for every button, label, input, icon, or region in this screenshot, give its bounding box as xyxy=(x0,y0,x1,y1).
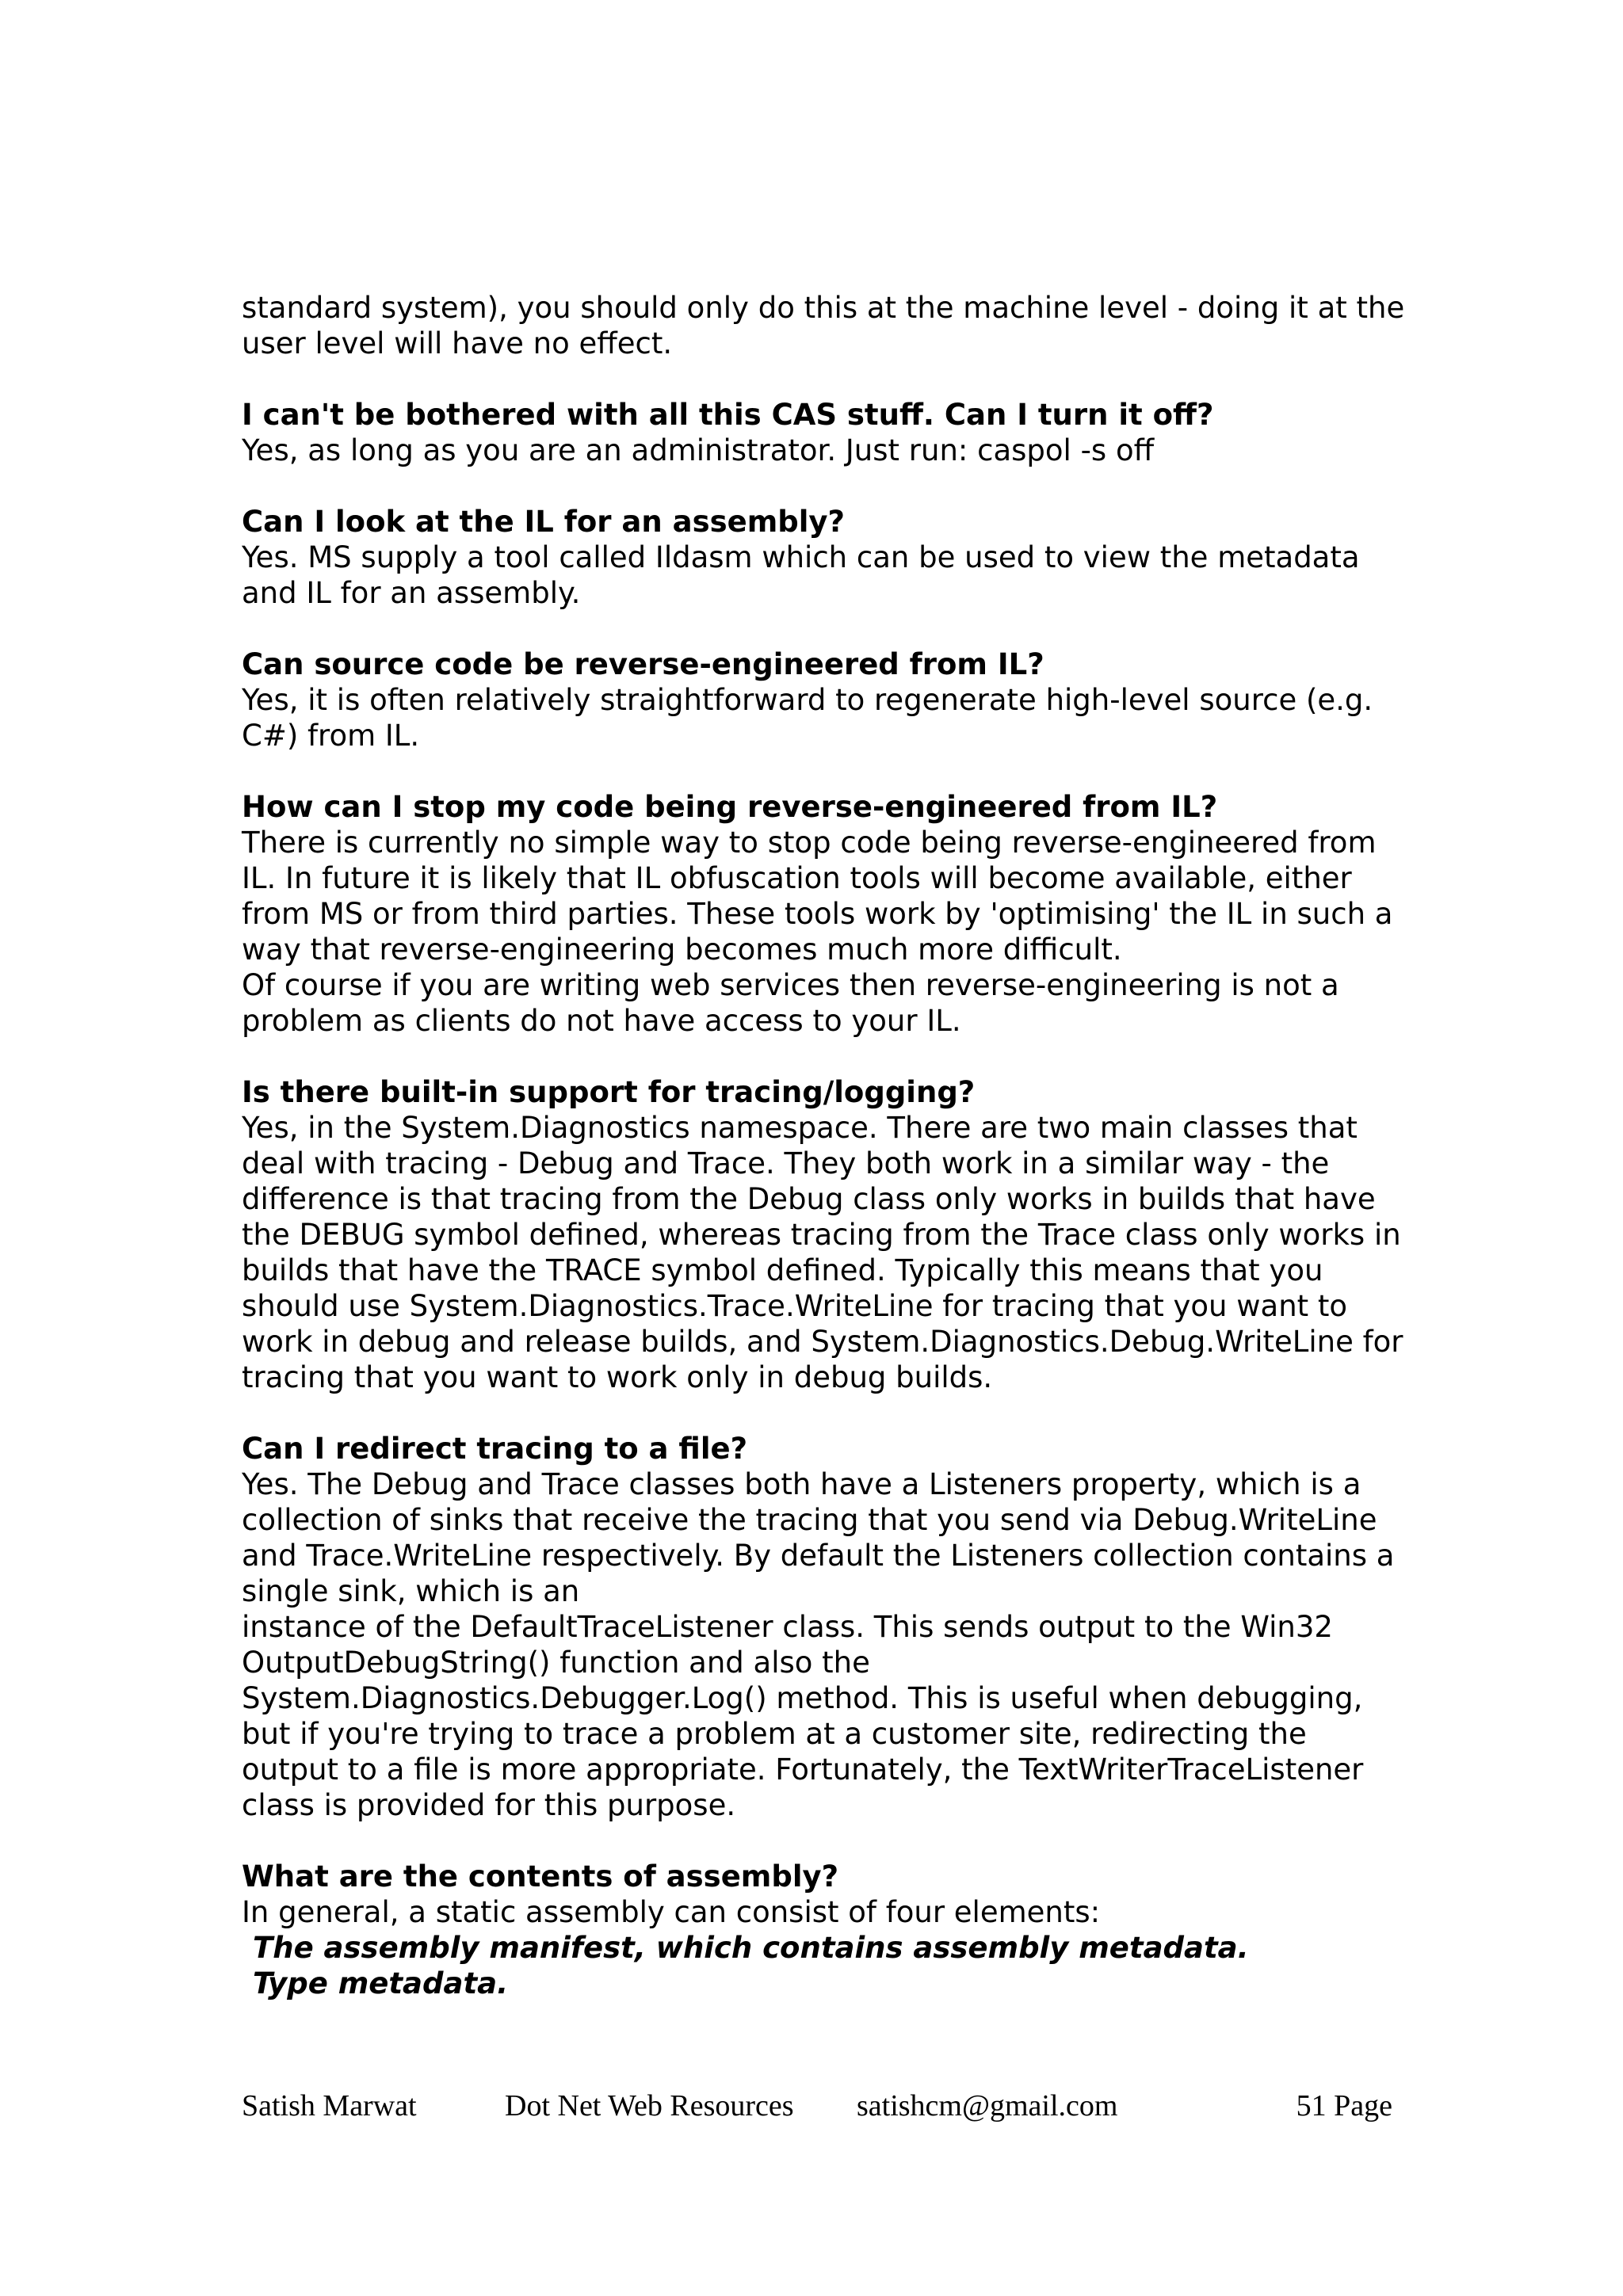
question-heading: Can I look at the IL for an assembly? xyxy=(242,505,846,539)
question-heading: How can I stop my code being reverse-engineered from IL? xyxy=(242,790,1218,824)
qa-section-tracing-support xyxy=(242,1074,1407,1395)
answer-paragraph: instance of the DefaultTraceListener class. This sends output to the Win32 OutputDebugString() function and also the xyxy=(242,1610,1333,1680)
footer-author: Satish Marwat xyxy=(242,2089,417,2122)
answer-paragraph: Yes, it is often relatively straightforward to regenerate high-level source (e.g. C#) from IL. xyxy=(242,683,1373,753)
question-heading: What are the contents of assembly? xyxy=(242,1859,839,1894)
answer-paragraph: System.Diagnostics.Debugger.Log() method. This is useful when debugging, but if you're trying to trace a problem at a customer site, redirecting the output to a file is more appropriate. Fortunately, the TextWriterTraceListener class is provided for this purpose. xyxy=(242,1681,1364,1822)
list-item: The assembly manifest, which contains assembly metadata. xyxy=(253,1931,1249,1965)
answer-paragraph: There is currently no simple way to stop code being reverse-engineered from IL. In future it is likely that IL obfuscation tools will become available, either from MS or from third parties. These tools work by 'optimising' the IL in such a way that reverse-engineering becomes much more difficult. xyxy=(242,826,1393,967)
question-heading: Is there built-in support for tracing/logging? xyxy=(242,1075,976,1109)
answer-paragraph: Yes, as long as you are an administrator. Just run: caspol -s off xyxy=(242,433,1155,467)
answer-paragraph: Yes. The Debug and Trace classes both have a Listeners property, which is a collection of sinks that receive the tracing that you send via Debug.WriteLine and Trace.WriteLine respectively. By default the Listeners collection contains a single sink, which is an xyxy=(242,1467,1395,1608)
footer-page-number: 51 Page xyxy=(1296,2089,1392,2122)
footer-email: satishcm@gmail.com xyxy=(857,2089,1118,2122)
page-content xyxy=(242,290,1407,2001)
qa-section-assembly-contents xyxy=(242,1859,1407,2001)
qa-section-view-il xyxy=(242,504,1407,611)
question-heading: I can't be bothered with all this CAS stuff. Can I turn it off? xyxy=(242,398,1214,432)
question-heading: Can I redirect tracing to a file? xyxy=(242,1432,748,1466)
answer-paragraph: Yes. MS supply a tool called Ildasm which can be used to view the metadata and IL for an assembly. xyxy=(242,540,1360,610)
qa-section-reverse-engineer xyxy=(242,646,1407,753)
intro-paragraph: standard system), you should only do this at the machine level - doing it at the user level will have no effect. xyxy=(242,291,1405,360)
qa-section-cas-off xyxy=(242,397,1407,468)
answer-paragraph: Yes, in the System.Diagnostics namespace. There are two main classes that deal with tracing - Debug and Trace. They both work in a similar way - the difference is that tracing from the Debug class only works in builds that have the DEBUG symbol defined, whereas tracing from the Trace class only works in builds that have the TRACE symbol defined. Typically this means that you should use System.Diagnostics.Trace.WriteLine for tracing that you want to work in debug and release builds, and System.Diagnostics.Debug.WriteLine for tracing that you want to work only in debug builds. xyxy=(242,1111,1403,1394)
answer-paragraph: Of course if you are writing web services then reverse-engineering is not a problem as clients do not have access to your IL. xyxy=(242,968,1339,1038)
page-footer xyxy=(242,2086,1392,2126)
list-item: Type metadata. xyxy=(253,1966,509,2000)
qa-section-redirect-tracing xyxy=(242,1431,1407,1823)
answer-paragraph: In general, a static assembly can consist of four elements: xyxy=(242,1895,1101,1929)
footer-site: Dot Net Web Resources xyxy=(505,2089,794,2122)
question-heading: Can source code be reverse-engineered from IL? xyxy=(242,647,1044,681)
qa-section-stop-reverse-engineer xyxy=(242,789,1407,1039)
